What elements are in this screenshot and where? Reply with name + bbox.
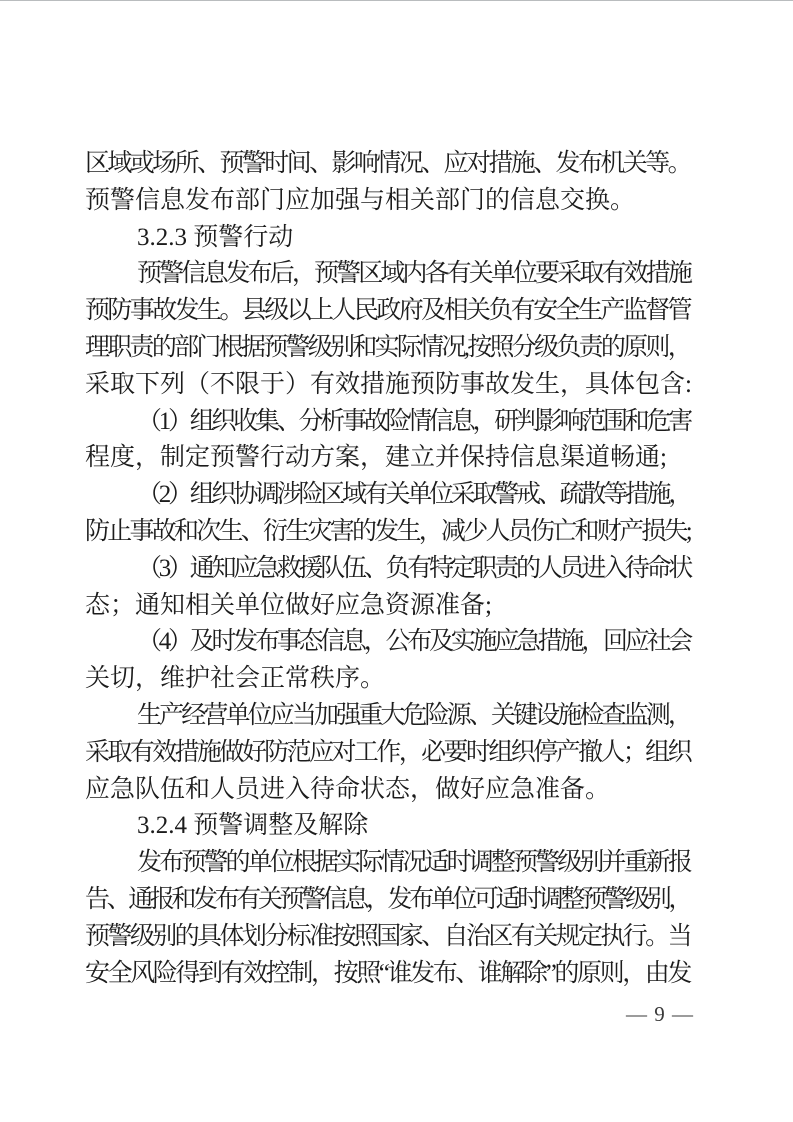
text-line: 采取下列（不限于）有效措施预防事故发生，具体包含: — [85, 370, 692, 398]
text-line: （2）组织协调涉险区域有关单位采取警戒、疏散等措施， — [137, 481, 690, 509]
text-line: 态；通知相关单位做好应急资源准备; — [85, 591, 492, 619]
text-line: 预警信息发布后，预警区域内各有关单位要采取有效措施 — [137, 260, 690, 288]
text-line: （4）及时发布事态信息，公布及实施应急措施，回应社会 — [137, 628, 690, 656]
body-text — [85, 146, 690, 992]
section-heading: 3.2.3 预警行动 — [137, 223, 294, 251]
text-line: （1）组织收集、分析事故险情信息，研判影响范围和危害 — [137, 407, 690, 435]
text-line: 理职责的部门根据预警级别和实际情况,按照分级负责的原则， — [85, 333, 690, 361]
text-line: 关切，维护社会正常秩序。 — [85, 665, 386, 693]
text-line: 预防事故发生。县级以上人民政府及相关负有安全生产监督管 — [85, 297, 690, 325]
text-line: 预警信息发布部门应加强与相关部门的信息交换。 — [85, 186, 636, 214]
text-line: 告、通报和发布有关预警信息，发布单位可适时调整预警级别， — [85, 885, 690, 913]
text-line: （3）通知应急救援队伍、负有特定职责的人员进入待命状 — [137, 554, 690, 582]
text-line: 防止事故和次生、衍生灾害的发生，减少人员伤亡和财产损失; — [85, 517, 690, 545]
text-line: 区域或场所、预警时间、影响情况、应对措施、发布机关等。 — [85, 150, 690, 177]
text-line: 发布预警的单位根据实际情况适时调整预警级别并重新报 — [137, 849, 690, 877]
text-line: 程度，制定预警行动方案，建立并保持信息渠道畅通; — [85, 444, 667, 472]
text-line: 采取有效措施做好防范应对工作，必要时组织停产撤人；组织 — [85, 738, 690, 766]
section-heading: 3.2.4 预警调整及解除 — [137, 812, 369, 840]
text-line: 安全风险得到有效控制，按照“谁发布、谁解除”的原则，由发 — [85, 959, 690, 987]
page-number: — 9 — — [626, 1002, 694, 1026]
text-line: 生产经营单位应当加强重大危险源、关键设施检查监测， — [137, 701, 690, 729]
text-line: 预警级别的具体划分标准按照国家、自治区有关规定执行。当 — [85, 922, 690, 950]
text-line: 应急队伍和人员进入待命状态，做好应急准备。 — [85, 775, 611, 803]
